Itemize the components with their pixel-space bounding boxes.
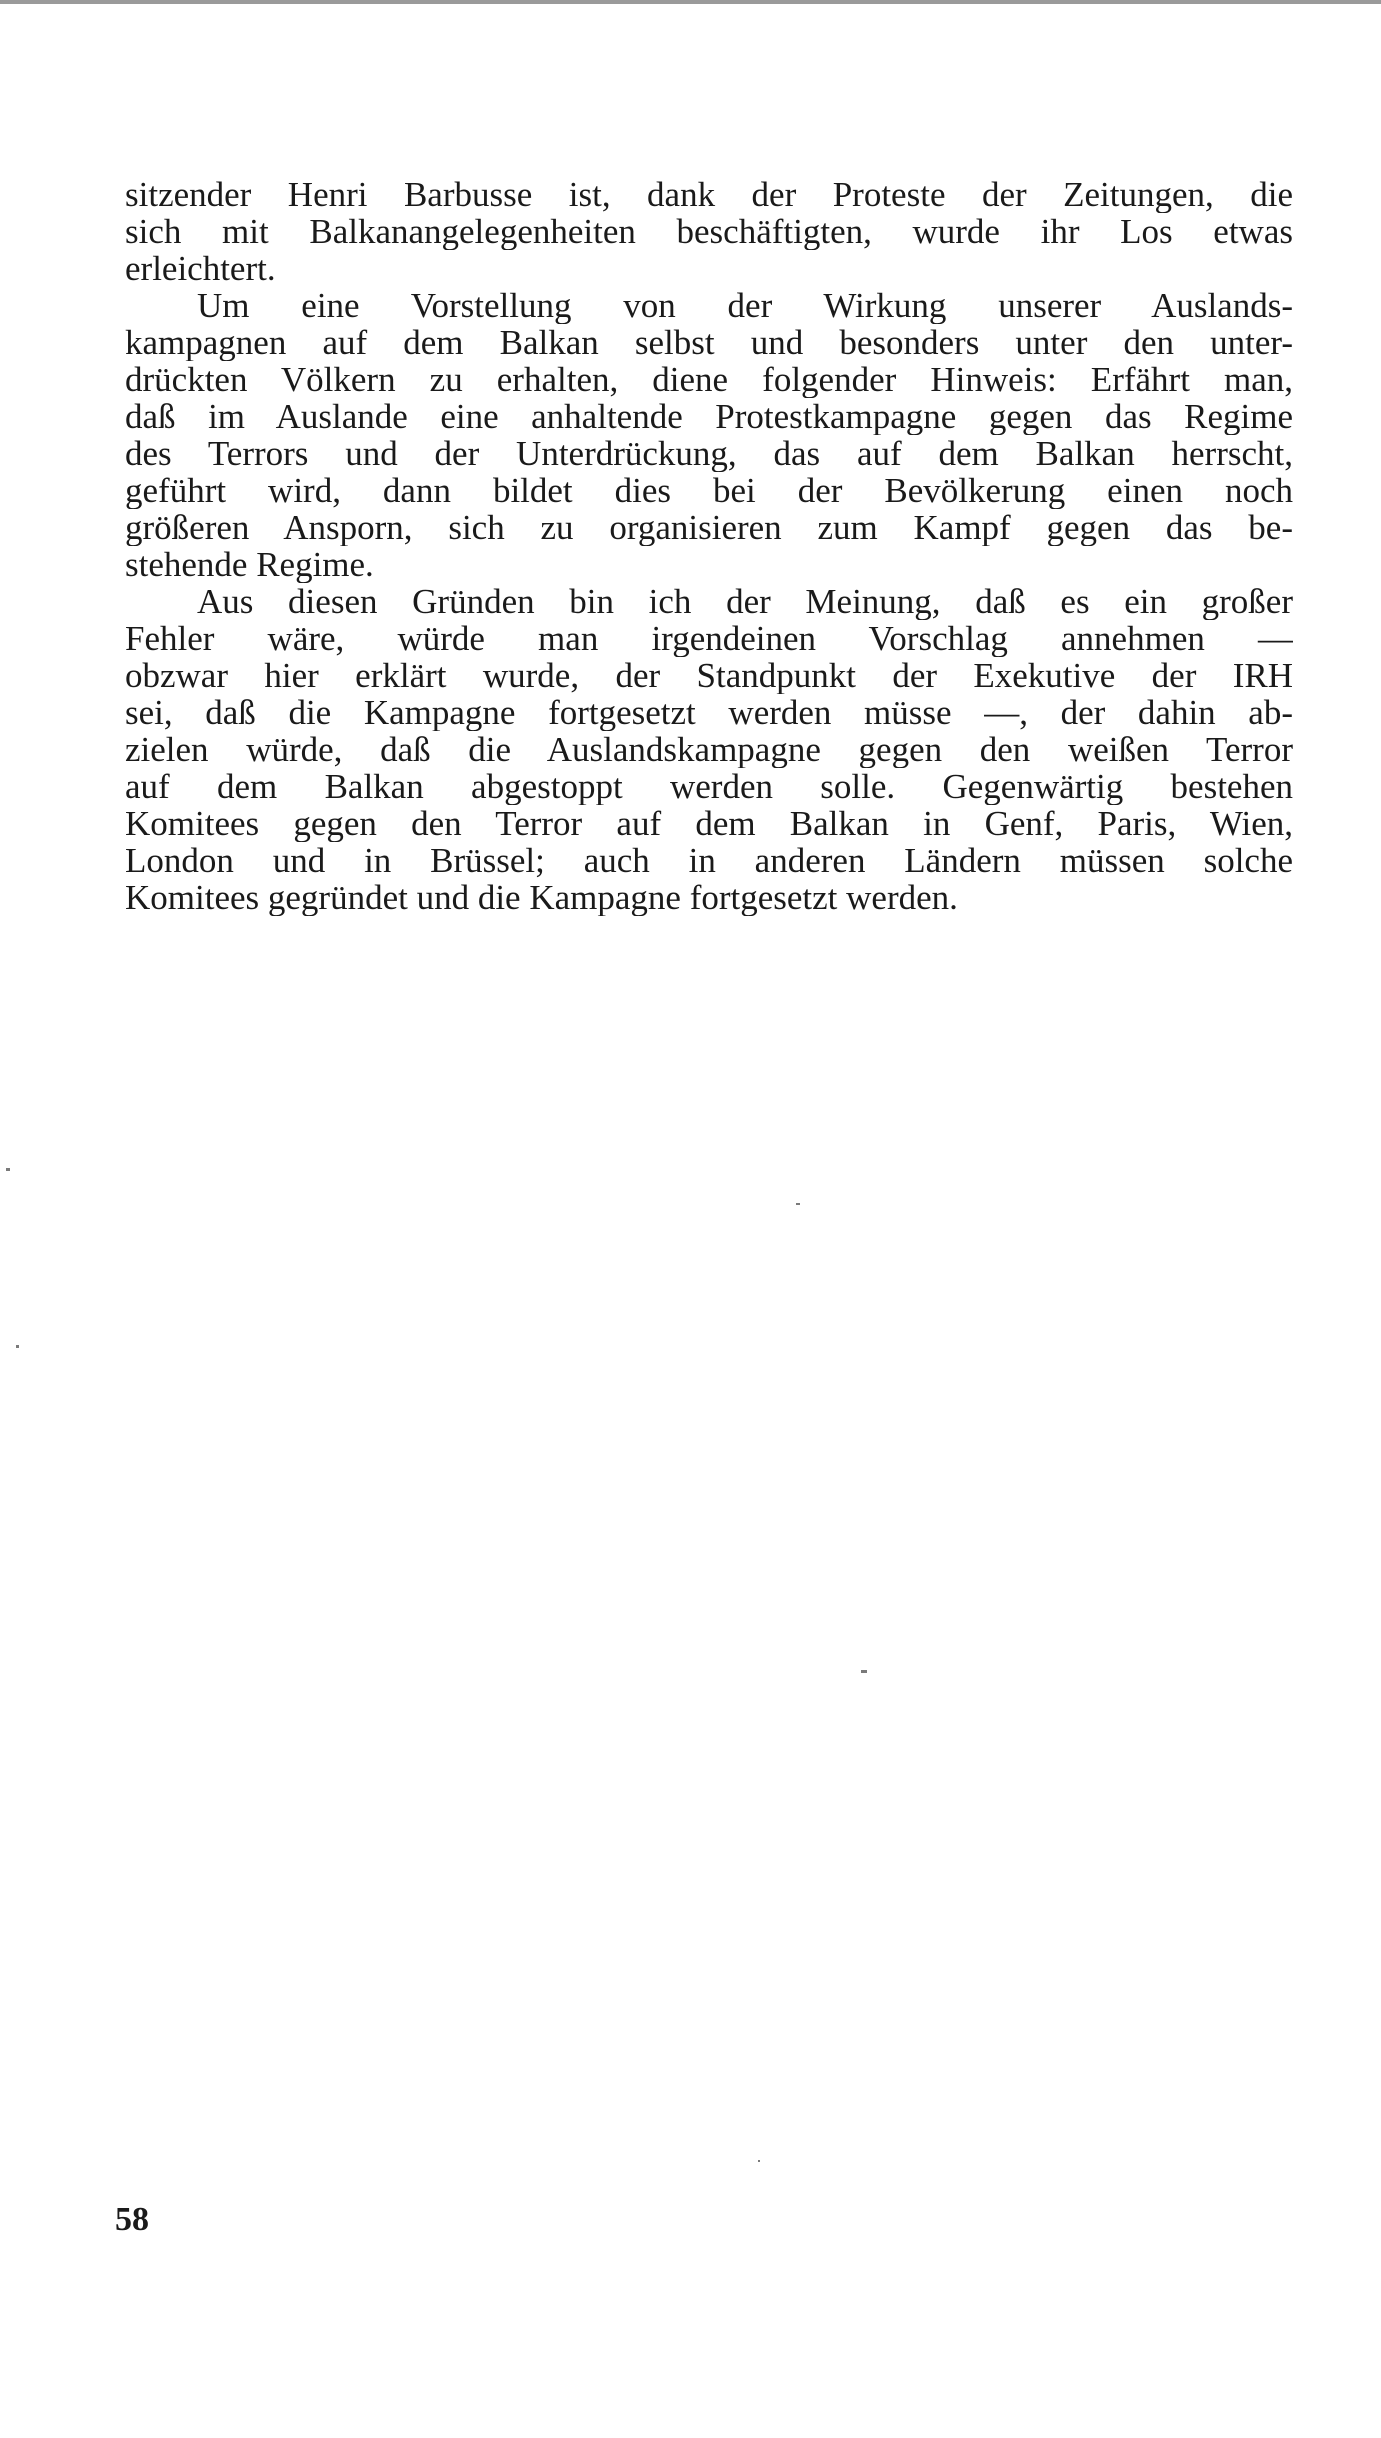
text-line: stehende Regime. xyxy=(125,546,374,583)
text-line: erleichtert. xyxy=(125,250,276,287)
text-line: sitzender Henri Barbusse ist, dank der Proteste der Zeitungen, die xyxy=(125,176,1293,213)
page-number: 58 xyxy=(115,2201,149,2238)
scan-speck xyxy=(758,2160,760,2162)
text-line: daß im Auslande eine anhaltende Protestkampagne gegen das Regime xyxy=(125,398,1293,435)
text-line: auf dem Balkan abgestoppt werden solle. Gegenwärtig bestehen xyxy=(125,768,1293,805)
text-line: geführt wird, dann bildet dies bei der Bevölkerung einen noch xyxy=(125,472,1293,509)
text-line: drückten Völkern zu erhalten, diene folgender Hinweis: Erfährt man, xyxy=(125,361,1293,398)
scan-speck xyxy=(796,1203,800,1205)
text-line: Komitees gegen den Terror auf dem Balkan in Genf, Paris, Wien, xyxy=(125,805,1293,842)
paragraph-first-line: Um eine Vorstellung von der Wirkung unserer Auslands- xyxy=(197,287,1293,324)
scan-speck xyxy=(861,1670,867,1673)
page-top-edge xyxy=(0,0,1381,4)
body-text xyxy=(125,176,1293,916)
paragraph-first-line: Aus diesen Gründen bin ich der Meinung, daß es ein großer xyxy=(197,583,1293,620)
scan-speck xyxy=(16,1345,19,1348)
text-line: London und in Brüssel; auch in anderen Ländern müssen solche xyxy=(125,842,1293,879)
text-line: obzwar hier erklärt wurde, der Standpunkt der Exekutive der IRH xyxy=(125,657,1293,694)
text-line: Fehler wäre, würde man irgendeinen Vorschlag annehmen — xyxy=(125,620,1293,657)
scan-speck xyxy=(6,1168,10,1171)
text-line: des Terrors und der Unterdrückung, das auf dem Balkan herrscht, xyxy=(125,435,1293,472)
text-line: Komitees gegründet und die Kampagne fortgesetzt werden. xyxy=(125,879,958,916)
text-line: sei, daß die Kampagne fortgesetzt werden müsse —, der dahin ab- xyxy=(125,694,1293,731)
text-line: sich mit Balkanangelegenheiten beschäftigten, wurde ihr Los etwas xyxy=(125,213,1293,250)
text-line: kampagnen auf dem Balkan selbst und besonders unter den unter- xyxy=(125,324,1293,361)
text-line: zielen würde, daß die Auslandskampagne gegen den weißen Terror xyxy=(125,731,1293,768)
text-line: größeren Ansporn, sich zu organisieren zum Kampf gegen das be- xyxy=(125,509,1293,546)
